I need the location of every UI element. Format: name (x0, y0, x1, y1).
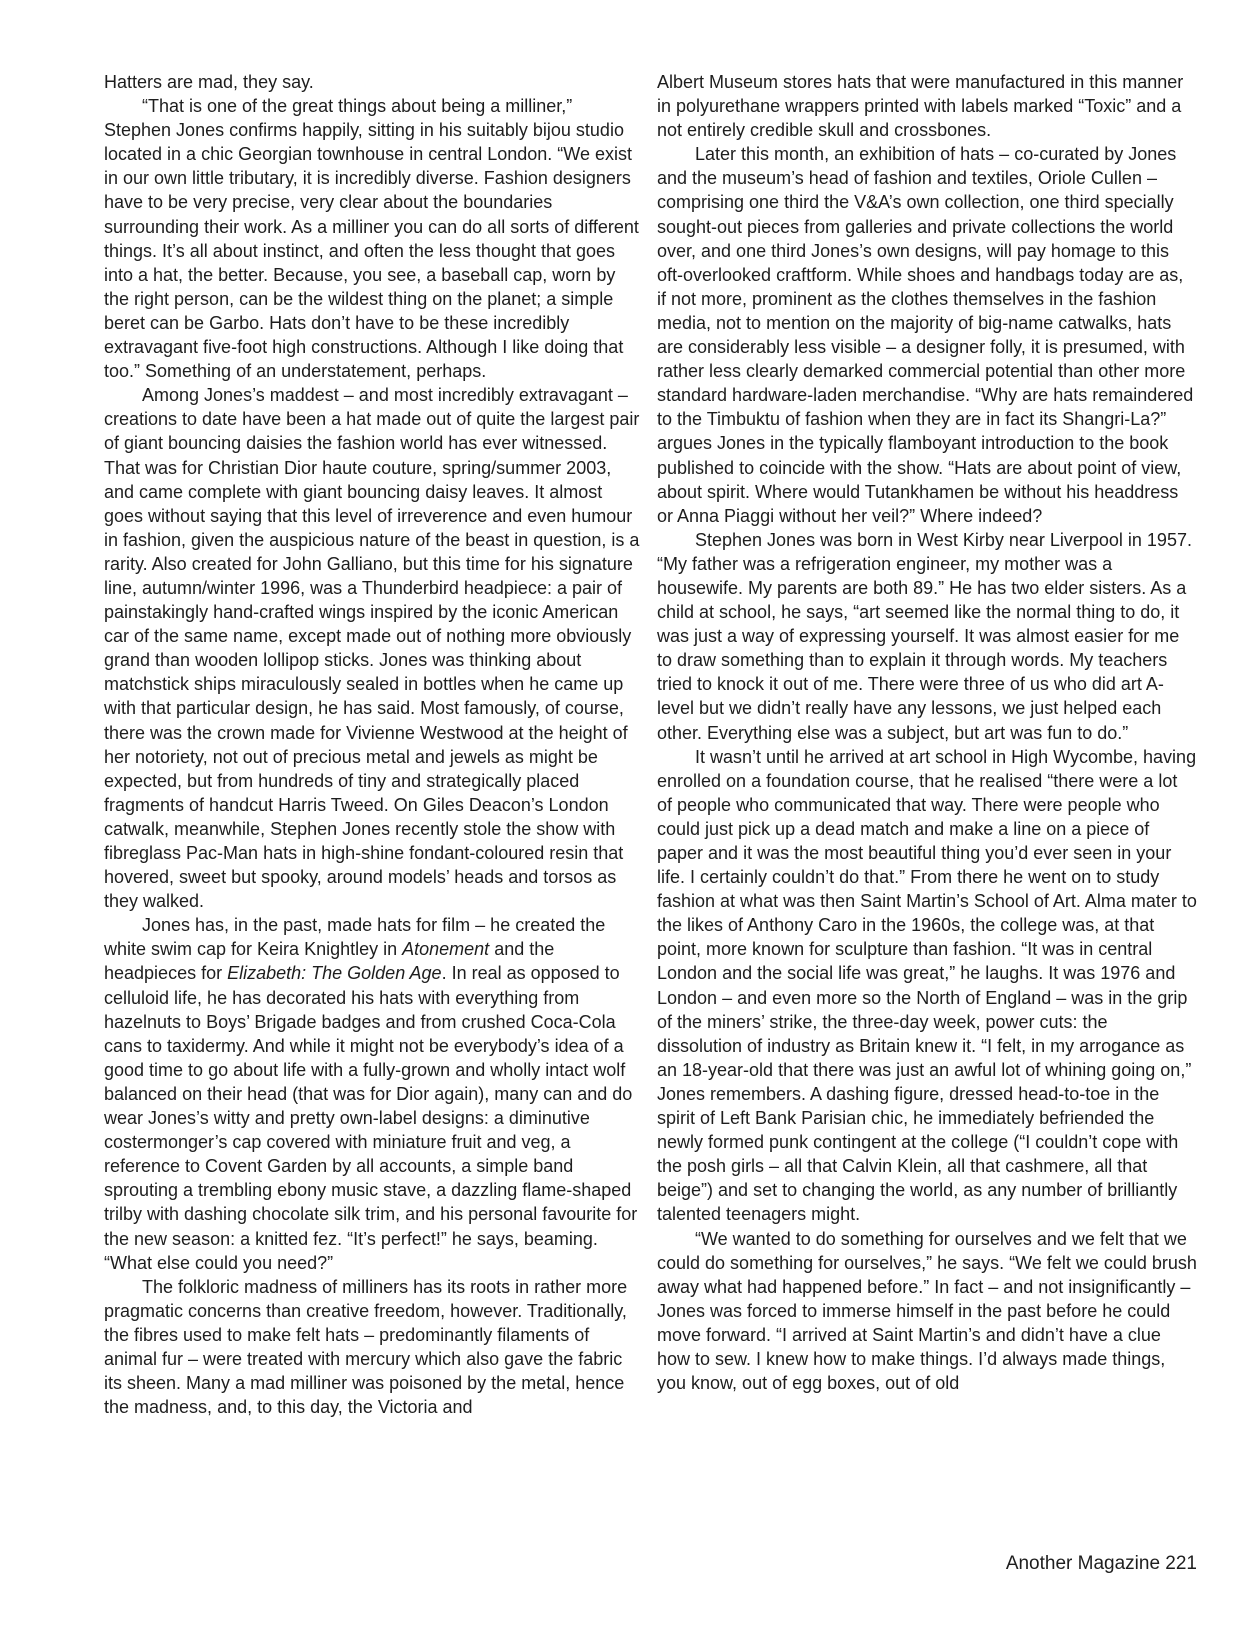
film-title-italic: Atonement (402, 939, 490, 960)
paragraph: Later this month, an exhibition of hats – co-curated by Jones and the museum’s head of fashion and textiles, Oriole Cullen – comprising one third the V&A’s own collection, one third specially sought-out pieces from galleries and private collections the world over, and one third Jones’s own designs, will pay homage to this oft-overlooked craftform. While shoes and handbags today are as, if not more, prominent as the clothes themselves in the fashion media, not to mention on the majority of big-name catwalks, hats are considerably less visible – a designer folly, it is presumed, with rather less clearly demarked commercial potential than other more standard hardware-laden merchandise. “Why are hats remaindered to the Timbuktu of fashion when they are in fact its Shangri-La?” argues Jones in the typically flamboyant introduction to the book published to coincide with the show. “Hats are about point of view, about spirit. Where would Tutankhamen be without his headdress or Anna Piaggi without her veil?” Where indeed? (657, 144, 1194, 526)
paragraph: Stephen Jones was born in West Kirby near Liverpool in 1957. “My father was a refrigeration engineer, my mother was a housewife. My parents are both 89.” He has two elder sisters. As a child at school, he says, “art seemed like the normal thing to do, it was just a way of expressing yourself. It was almost easier for me to draw something than to explain it through words. My teachers tried to knock it out of me. There were three of us who did art A-level but we didn’t really have any lessons, we just helped each other. Everything else was a subject, but art was fun to do.” (657, 529, 1192, 743)
paragraph: “We wanted to do something for ourselves and we felt that we could do something for ourselves,” he says. “We felt we could brush away what had happened before.” In fact – and not insignificantly – Jones was forced to immerse himself in the past before he could move forward. “I arrived at Saint Martin’s and didn’t have a clue how to sew. I knew how to make things. I’d always made things, you know, out of egg boxes, out of old (657, 1228, 1197, 1394)
text-run: and the headpieces for (104, 939, 555, 984)
paragraph: It wasn’t until he arrived at art school in High Wycombe, having enrolled on a foundation course, that he realised “there were a lot of people who communicated that way. There were people who could just pick up a dead match and make a line on a piece of paper and it was the most beautiful thing you’d ever seen in your life. I certainly couldn’t do that.” From there he went on to study fashion at what was then Saint Martin’s School of Art. Alma mater to the likes of Anthony Caro in the 1960s, the college was, at that point, more known for sculpture than fashion. “It was in central London and the social life was great,” he laughs. It was 1976 and London – and even more so the North of England – was in the grip of the miners’ strike, the three-day week, power cuts: the dissolution of industry as Britain knew it. “I felt, in my arrogance as an 18-year-old that there was just an awful lot of whining going on,” Jones remembers. A dashing figure, dressed head-to-toe in the spirit of Left Bank Parisian chic, he immediately befriended the newly formed punk contingent at the college (“I couldn’t cope with the posh girls – all that Calvin Klein, all that cashmere, all that beige”) and set to changing the world, as any number of brilliantly talented teenagers might. (657, 746, 1197, 1225)
page-footer: Another Magazine 221 (1005, 1553, 1197, 1574)
paragraph (104, 913, 644, 1274)
film-title-italic: Elizabeth: The Golden Age (227, 963, 442, 984)
paragraph: The folkloric madness of milliners has its roots in rather more pragmatic concerns than creative freedom, however. Traditionally, the fibres used to make felt hats – predominantly filaments of animal fur – were treated with mercury which also gave the fabric its sheen. Many a mad milliner was poisoned by the metal, hence the madness, and, to this day, the Victoria and (104, 1276, 628, 1418)
paragraph: “That is one of the great things about being a milliner,” Stephen Jones confirms happily, sitting in his suitably bijou studio located in a chic Georgian townhouse in central London. “We exist in our own little tributary, it is incredibly diverse. Fashion designers have to be very precise, very clear about the boundaries surrounding their work. As a milliner you can do all sorts of different things. It’s all about instinct, and often the less thought that goes into a hat, the better. Because, you see, a baseball cap, worn by the right person, can be the wildest thing on the planet; a simple beret can be Garbo. Hats don’t have to be these incredibly extravagant five-foot high constructions. Although I like doing that too.” Something of an understatement, perhaps. (104, 96, 639, 382)
article-column-right (657, 70, 1197, 1395)
text-run: . In real as opposed to celluloid life, he has decorated his hats with everything from hazelnuts to Boys’ Brigade badges and from crushed Coca-Cola cans to taxidermy. And while it might not be everybody’s idea of a good time to go about life with a fully-grown and wholly intact wolf balanced on their head (that was for Dior again), many can and do wear Jones’s witty and pretty own-label designs: a diminutive costermonger’s cap covered with miniature fruit and veg, a reference to Covent Garden by all accounts, a simple band sprouting a trembling ebony music stave, a dazzling flame-shaped trilby with dashing chocolate silk trim, and his personal favourite for the new season: a knitted fez. “It’s perfect!” he says, beaming. “What else could you need?” (104, 963, 638, 1273)
paragraph: Among Jones’s maddest – and most incredibly extravagant – creations to date have been a hat made out of quite the largest pair of giant bouncing daisies the fashion world has ever witnessed. That was for Christian Dior haute couture, spring/summer 2003, and came complete with giant bouncing daisy leaves. It almost goes without saying that this level of irreverence and even humour in fashion, given the auspicious nature of the beast in question, is a rarity. Also created for John Galliano, but this time for his signature line, autumn/winter 1996, was a Thunderbird headpiece: a pair of painstakingly hand-crafted wings inspired by the iconic American car of the same name, except made out of nothing more obviously grand than wooden lollipop sticks. Jones was thinking about matchstick ships miraculously sealed in bottles when he came up with that particular design, he has said. Most famously, of course, there was the crown made for Vivienne Westwood at the height of her notoriety, not out of precious metal and jewels as might be expected, but from hundreds of tiny and strategically placed fragments of handcut Harris Tweed. On Giles Deacon’s London catwalk, meanwhile, Stephen Jones recently stole the show with fibreglass Pac-Man hats in high-shine fondant-coloured resin that hovered, sweet but spooky, around models’ heads and torsos as they walked. (104, 385, 640, 912)
paragraph-opening: Hatters are mad, they say. (104, 72, 314, 92)
text-run: Jones has, in the past, made hats for film – he created the white swim cap for Keira Knightley in (104, 915, 606, 960)
article-column-left (104, 70, 644, 1419)
paragraph-continuation: Albert Museum stores hats that were manufactured in this manner in polyurethane wrappers printed with labels marked “Toxic” and a not entirely credible skull and crossbones. (657, 72, 1184, 141)
